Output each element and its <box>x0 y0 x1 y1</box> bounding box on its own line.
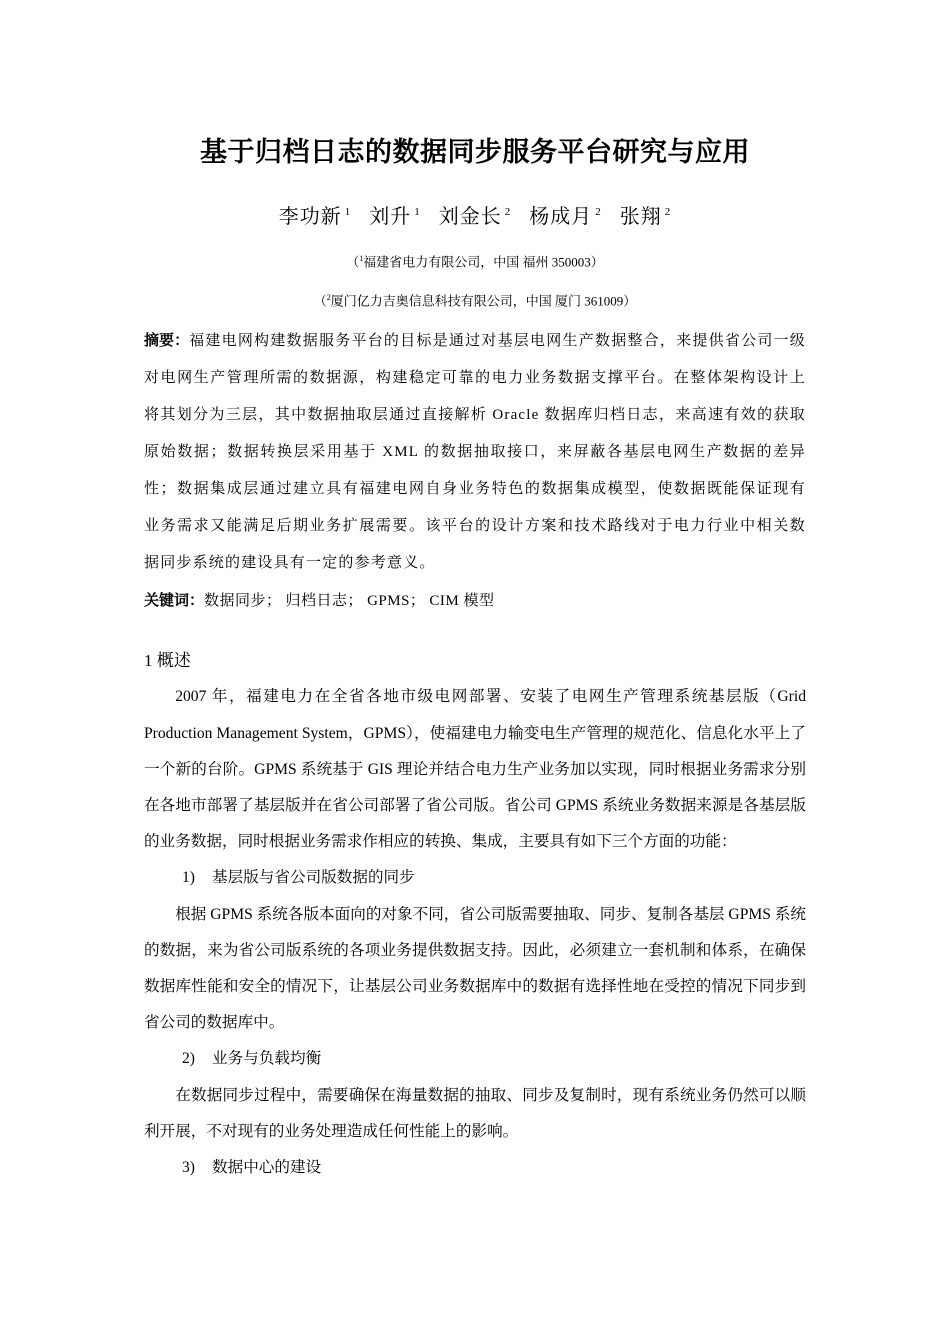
author-name: 张翔 <box>619 205 662 228</box>
list-item <box>144 1150 806 1186</box>
keyword: 数据同步； <box>204 593 282 610</box>
affiliation-open-paren: （ <box>346 253 360 269</box>
keywords <box>144 582 806 619</box>
affiliation-text: 厦门亿力吉奥信息科技有限公司，中国 厦门 361009） <box>330 293 637 309</box>
keyword: CIM 模型 <box>429 593 495 610</box>
abstract-text: 福建电网构建数据服务平台的目标是通过对基层电网生产数据整合，来提供省公司一级对电网生产管理所需的数据源，构建稳定可靠的电力业务数据支撑平台。在整体架构设计上将其划分为三层，其中数据抽取层通过直接解析 Oracle 数据库归档日志，来高速有效的获取原始数据；数据转换层采用基于 XML 的数据抽取接口，来屏蔽各基层电网生产数据的差异性；数据集成层通过建立具有福建电网自身业务特色的数据集成模型，使数据既能保证现有业务需求又能满足后期业务扩展需要。该平台的设计方案和技术路线对于电力行业中相关数据同步系统的建设具有一定的参考意义。 <box>144 333 806 572</box>
keywords-colon: ： <box>189 591 205 610</box>
section-paragraph: 在数据同步过程中，需要确保在海量数据的抽取、同步及复制时，现有系统业务仍然可以顺利开展，不对现有的业务处理造成任何性能上的影响。 <box>144 1086 806 1140</box>
paper-title: 基于归档日志的数据同步服务平台研究与应用 <box>200 137 750 168</box>
section-paragraph: 2007 年，福建电力在全省各地市级电网部署、安装了电网生产管理系统基层版（Grid Production Management System，GPMS），使福建电力输变电生产管理的规范化、信息化水平上了一个新的台阶。GPMS 系统基于 GIS 理论并结合电力生产业务加以实现，同时根据业务需求分别在各地市部署了基层版并在省公司部署了省公司版。省公司 GPMS 系统业务数据来源是各基层版的业务数据，同时根据业务需求作相应的转换、集成，主要具有如下三个方面的功能： <box>144 688 806 851</box>
affiliation-text: 福建省电力有限公司，中国 福州 350003） <box>363 253 604 269</box>
author-affiliation-mark: 2 <box>664 206 672 218</box>
abstract-colon: ： <box>174 331 190 350</box>
list-item <box>144 860 806 896</box>
author-affiliation-mark: 1 <box>414 206 421 218</box>
affiliation-1 <box>144 250 806 271</box>
author-name: 李功新 <box>278 205 342 228</box>
affiliation-mark: 2 <box>326 292 331 302</box>
keyword: 归档日志； <box>285 593 364 610</box>
keywords-label: 关键词 <box>144 591 190 610</box>
abstract-label: 摘要 <box>144 331 175 350</box>
abstract <box>144 322 806 582</box>
author <box>439 206 512 228</box>
affiliation-mark: 1 <box>359 253 364 263</box>
list-item-label: 基层版与省公司版数据的同步 <box>212 869 415 887</box>
list-item <box>144 1041 806 1077</box>
section-paragraph: 根据 GPMS 系统各版本面向的对象不同，省公司版需要抽取、同步、复制各基层 GPMS 系统的数据，来为省公司版系统的各项业务提供数据支持。因此，必须建立一套机制和体系，在确保数据库性能和安全的情况下，让基层公司业务数据库中的数据有选择性地在受控的情况下同步到省公司的数据库中。 <box>144 905 806 1032</box>
keyword: GPMS； <box>367 593 426 610</box>
author-affiliation-mark: 2 <box>595 206 602 218</box>
author-name: 刘金长 <box>438 205 502 228</box>
affiliation-open-paren: （ <box>313 293 327 309</box>
author-affiliation-mark: 1 <box>344 206 352 218</box>
author <box>620 206 672 228</box>
author-name: 杨成月 <box>529 205 593 228</box>
list-item-number: 1) <box>182 869 195 887</box>
list-item-number: 3) <box>182 1158 195 1176</box>
author-affiliation-mark: 2 <box>504 206 512 218</box>
author <box>529 206 602 228</box>
author <box>279 206 352 228</box>
section-heading: 1 概述 <box>144 651 191 671</box>
author-name: 刘升 <box>369 205 412 228</box>
list-item-label: 数据中心的建设 <box>212 1158 322 1176</box>
author-list <box>144 197 806 232</box>
affiliation-2 <box>144 289 806 310</box>
list-item-label: 业务与负载均衡 <box>212 1050 322 1068</box>
author <box>369 206 421 228</box>
list-item-number: 2) <box>182 1050 195 1068</box>
